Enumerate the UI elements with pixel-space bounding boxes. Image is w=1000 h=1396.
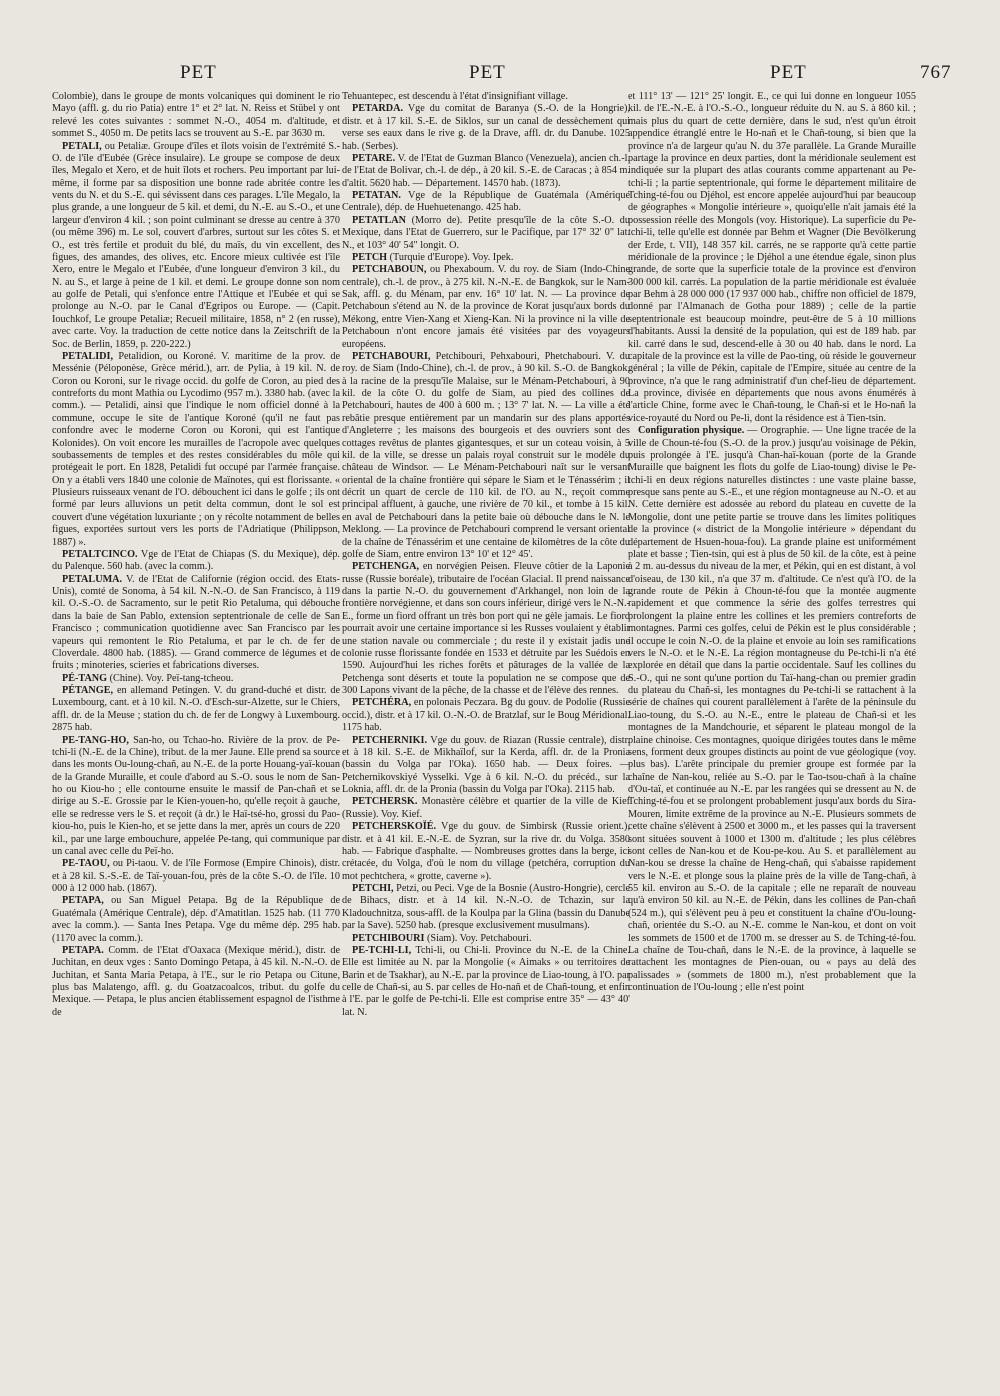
- dictionary-entry: [52, 91, 340, 141]
- entry-text: Colombie), dans le groupe de monts volcaniques qui dominent le rio Mayo (affl. g. du rio Patia) entre 1° et 2° lat. N. Reiss et Stübel y ont relevé les cotes suivantes : sommet N.-O., 4054 m. d'altitude, et sommet S., 4050 m. De petits lacs se trouvent au S.-E. par 3630 m.: [52, 91, 340, 140]
- entry-text: San-ho, ou Tchao-ho. Rivière de la prov. de Pe-tchi-li (N.-E. de la Chine), tribut. de la mer Jaune. Elle prend sa source dans les monts Ou-loung-chañ, au N.-E. de la porte Houang-yaï-kouan de la Grande Muraille, et coule d'abord au S.-O. sous le nom de San-ho ou Kiou-ho ; elle contourne ensuite le massif de Pan-chañ et se dirige au S.-E. Grossie par le Kien-youen-ho, qu'elle reçoit à gauche, elle se redresse vers le S. et reçoit (à dr.) le Haï-tsé-ho, grossi du Pao-kiou-ho, puis le Kien-ho, et se jette dans la mer, après un cours de 220 kil., par une large embouchure, appelée Pe-tang, qui communique par un canal avec celle du Peï-ho.: [52, 734, 341, 857]
- running-head-center: PET: [469, 62, 506, 83]
- dictionary-entry: [342, 190, 630, 215]
- entry-text: ou San Miguel Petapa. Bg de la République de Guatémala (Amérique Centrale), dép. d'Amatitlan. 1525 hab. (11 770 avec la comm.). — Santa Ines Petapa. Vge du même dép. 295 hab. (1170 avec la comm.).: [52, 895, 341, 944]
- entry-text: V. de l'Etat de Californie (région occid. des Etats-Unis), comté de Sonoma, à 54 kil. N.-N.-O. de San Francisco, à 119 kil. O.-S.-O. de Sacramento, sur le petit Rio Petaluma, qui débouche dans la baie de San Pablo, extension septentrionale de celle de San Francisco ; communication quotidienne avec San Francisco par les vapeurs qui remontent le Rio Petaluma, et par le ch. de fer de Cloverdale. 4800 hab. (1885). — Grand commerce de légumes et de fruits ; minoteries, scieries et fabrications diverses.: [52, 573, 340, 672]
- entry-text: Vge de l'Etat de Chiapas (S. du Mexique), dép. du Palenque. 560 hab. (avec la comm.).: [52, 548, 340, 573]
- entry-headword: PETCHIBOURI: [352, 932, 425, 944]
- dictionary-entry: [342, 697, 630, 734]
- entry-text: Petzi, ou Peci. Vge de la Bosnie (Austro-Hongrie), cercle de Bihacs, distr. et à 14 kil. N.-N.-O. de Tchazin, sur la Kladouchnitza, sous-affl. de la Koulpa par la Glina (bassin du Danube par la Save). 5250 hab. (presque exclusivement musulmans).: [342, 883, 630, 932]
- entry-headword: PETATLAN: [352, 214, 406, 226]
- dictionary-entry: [52, 685, 340, 735]
- entry-headword: PÉTANGE,: [62, 685, 114, 696]
- entry-headword: PETATAN.: [352, 190, 401, 201]
- entry-text: V. de l'Etat de Guzman Blanco (Venezuela), ancien ch.-l. de l'Etat de Bolivar, ch.-l. de dép., à 20 kil. S.-E. de Caracas ; à 854 m. d'altit. 5620 hab. — Département. 14570 hab. (1873).: [342, 152, 630, 189]
- running-head-left: PET: [180, 62, 217, 83]
- text-column-middle: [342, 91, 630, 1019]
- entry-text: (Turquie d'Europe). Voy. Ipek.: [389, 251, 514, 263]
- entry-text: ou Phexaboum. V. du roy. de Siam (Indo-Chine centrale), ch.-l. de prov., à 275 kil. N.-N.-E. de Bangkok, sur le Nam-Sak, affl. g. du Ménam, par env. 16° 10' lat. N. — La province de Petchaboun s'étend au N. de la province de Korat jusqu'aux bords du Mékong, entre Vien-Xang et Xieng-Kan. Ni la province ni la ville de Petchaboun n'ont encore jamais été visitées par des voyageurs européens.: [342, 264, 631, 350]
- entry-text: en polonais Peczara. Bg du gouv. de Podolie (Russie occid.), distr. et à 17 kil. O.-N.-O. de Bratzlaf, sur le Boug Méridional. 1175 hab.: [342, 697, 630, 734]
- entry-text: — Orographie. — Une ligne tracée de la ville de Choun-té-fou (S.-O. de la prov.) jusqu'au voisinage de Pékin, puis prolongée à l'E. jusqu'à Chan-haï-kouan (porte de la Grande Muraille que baignent les flots du golfe de Liao-toung) divise le Pe-tchi-li en deux régions naturelles distinctes : une vaste plaine basse, presque sans pente au S.-E., et une région montagneuse au N.-O. et au N. Cette dernière est adossée au rebord du plateau en cuvette de la Mongolie, dont une petite partie se trouve dans les limites politiques de la province (« district de la Mongolie intérieure » dépendant du département de Hsuen-houa-fou). La grande plaine est uniformément plate et basse ; Tien-tsin, qui est à plus de 50 kil. de la côte, est à peine à 2 m. au-dessus du niveau de la mer, et Pékin, qui en est distant, à vol d'oiseau, de 130 kil., n'a que 37 m. d'altitude. Ce n'est qu'à l'O. de la grande route de Pékin à Choun-té-fou que la montée augmente rapidement et que commence la série des golfes terrestres qui prolongent la plaine entre les collines et les premiers contreforts de montagnes. Parmi ces golfes, celui de Pékin est le plus considérable ; il occupe le coin N.-O. de la plaine et envoie au loin ses ramifications vers le N.-O. et le N.-E. La région montagneuse du Pe-tchi-li n'a été explorée en détail que dans la partie occidentale. Sauf les collines du S.-O., qui ne sont qu'une portion du Taï-hang-chan ou premier gradin du plateau du Chañ-si, les montagnes du Pe-tchi-li se rattachent à la série de chaînes qui courent parallèlement à l'arête de la péninsule du Liao-toung, du S.-O. au N.-E., entre le plateau de Chañ-si et les montagnes de la Mandchourie, et séparent le plateau mongol de la plaine chinoise. Ces montagnes, quoique dirigées toutes dans le même sens, forment deux groupes distincts au point de vue géologique (voy. plus bas). L'arête principale du premier groupe est formée par la chaîne de Nan-kou, reliée au S.-O. par le Tao-tsou-chañ à la chaîne d'Ou-taï, et continuée au N.-E. par les rangées qui se dressent au N. de Tching-té-fou et se prolongent probablement jusqu'aux bords du Sira-Mouren, limite extrême de la province au N.-E. Plusieurs sommets de cette chaîne s'élèvent à 2500 et 3000 m., et les passes qui la traversent sont situées souvent à 1000 et 1300 m. d'altitude ; les plus célèbres sont celles de Nan-kou et de Kou-pe-kou. Au S. et parallèlement au Nan-kou se dresse la chaîne de Heng-chañ, qui s'abaisse rapidement vers le N.-E. et plonge sous la plaine près de la ville de Tang-chañ, à 55 kil. environ au S.-O. de la capitale ; elle ne reparaît de nouveau qu'à environ 50 kil. au N.-E. de Pékin, dans les collines de Pan-chañ (524 m.), qui s'élèvent peu à peu et constituent la chaîne d'Ou-loung-chañ, orientée du S.-O. au N.-E. comme le Nan-kou, et dont on voit les sommets de 1500 et de 1700 m. se dresser au S. de Tching-té-fou. La chaîne de Tou-chañ, dans le N.-E. de la province, à laquelle se rattachent les montagnes de Pien-ouan, ou « pays au delà des palissades » (sommets de 1800 m.), n'est probablement que la continuation de l'Ou-loung ; elle n'est point: [628, 425, 917, 993]
- entry-text: Tehuantepec, est descendu à l'état d'insignifiant village.: [342, 91, 568, 102]
- entry-text: Vge du gouv. de Simbirsk (Russie orient.), distr. et à 41 kil. E.-N.-E. de Syzran, sur la rive dr. du Volga. 3580 hab. — Fabrique d'asphalte. — Nombreuses grottes dans la berge, ici crétacée, du Volga, d'où le nom du village (petchéra, corruption du mot pechtchera, « grotte, caverne »).: [342, 821, 630, 882]
- entry-headword: PETALTCINCO.: [62, 548, 138, 560]
- entry-text: ou Pi-taou. V. de l'île Formose (Empire Chinois), distr. et à 28 kil. S.-S.-E. de Taï-youan-fou, près de la côte S.-O. de l'île. 10 000 à 12 000 hab. (1867).: [52, 858, 340, 894]
- entry-headword: PE-TANG-HO,: [62, 734, 129, 746]
- dictionary-entry: [342, 933, 630, 945]
- dictionary-entry: [342, 103, 630, 153]
- text-column-left: [52, 91, 340, 1019]
- entry-headword: PÉ-TANG: [62, 672, 108, 684]
- entry-headword: PETCHABOURI,: [352, 350, 431, 362]
- dictionary-entry: [52, 945, 340, 1019]
- text-column-right: [628, 91, 916, 994]
- dictionary-entry: [342, 91, 630, 103]
- entry-text: (Siam). Voy. Petchabouri.: [427, 932, 532, 944]
- entry-headword: PETCHABOUN,: [352, 264, 427, 276]
- dictionary-entry: [52, 735, 340, 859]
- running-head-right: PET: [770, 62, 807, 83]
- entry-text: Vge du gouv. de Riazan (Russie centrale), distr. et à 18 kil. S.-E. de Mikhaïlof, sur la Kerda, affl. dr. de la Pronia (bassin du Volga par l'Oka). 1650 hab. — Deux foires. — Petchernikovskiyé Vysselki. Vge à 6 kil. N.-O. du précéd., sur la Loknia, affl. dr. de la Pronia (bassin du Volga par l'Oka). 2115 hab.: [342, 734, 630, 795]
- entry-headword: PE-TCHI-LI,: [352, 944, 412, 956]
- entry-text: Petchibouri, Pehxabouri, Phetchabouri. V. du roy. de Siam (Indo-Chine), ch.-l. de prov., à 90 kil. S.-O. de Bangkok, à la racine de la presqu'île Malaise, sur le Ménam-Petchabouri, à 90 kil. de la côte O. du golfe de Siam, au pied des collines de Petchabouri, hautes de 400 à 600 m. ; 13° 7' lat. N. — La ville a été rebâtie presque entièrement par un mandarin sur des plans apportés d'Angleterre ; les maisons des bourgeois et des ouvriers sont des cottages revêtus de plantes gigantesques, et sur un coteau voisin, à 5 kil. de la ville, se dresse un palais royal construit sur le modèle du château de Windsor. — Le Ménam-Petchabouri naît sur le versant oriental de la chaîne frontière qui sépare le Siam et le Ténassérim ; il décrit un quart de cercle de 110 kil. de l'O. au N., reçoit comme principal affluent, à gauche, une rivière de 70 kil., et tombe à 15 kil. en aval de Petchabouri dans la petite baie où débouche dans le N. le Meklong. — La province de Petchabouri comprend le versant oriental de la chaîne de Ténassérim et une centaine de kilomètres de la côte du golfe de Siam, entre environ 13° 10' et 12° 45'.: [342, 350, 630, 560]
- entry-text: ou Petaliæ. Groupe d'îles et îlots voisin de l'extrémité S.-O. de l'île d'Eubée (Grèce insulaire). Le groupe se compose de deux îles, Megalo et Xero, et de huit îlots et rochers. Peu important par lui-même, il forme par sa disposition une bonne rade abritée contre les vents du N. et du S.-E. qui sévissent dans ces parages. L'île Megalo, la plus grande, a une longueur de 5 kil. et demi, du N.-E. au S.-O., et une largeur d'environ 4 kil. ; son point culminant se dresse au centre à 370 (ou même 396) m. Le sol, couvert d'arbres, surtout sur les côtes S. et O., est très fertile et produit du blé, du maïs, du vin excellent, des figues, des amandes, des olives, etc. Encore mieux cultivée est l'île Xero, entre le Megalo et l'Eubée, d'une longueur d'environ 3 kil., du N. au S., et large à peine de 1 kil. et demi. Le groupe donne son nom au golfe de Petali, qui s'enfonce entre l'Attique et l'Eubée et qui se prolonge au N.-O. par le Canal d'Egripos ou Europe. — (Capit. Iouchkof, Le groupe Petaliæ; Recueil militaire, 1858, n° 2 (en russe), avec carte. Voy. la traduction de cette notice dans la Zeitschrift de la Soc. de Berlin, 1859, p. 220-222.): [52, 140, 341, 350]
- entry-headword: PETAPA,: [62, 895, 104, 907]
- entry-headword: PETARDA.: [352, 103, 404, 115]
- entry-text: (Chine). Voy. Peï-tang-tcheou.: [109, 672, 234, 684]
- entry-headword: PETALIDI,: [62, 350, 114, 362]
- dictionary-entry: [342, 821, 630, 883]
- dictionary-entry: [342, 945, 630, 1019]
- entry-headword: PETCHERNIKI.: [352, 734, 428, 746]
- dictionary-entry: [52, 858, 340, 895]
- entry-headword: PETCHERSKOÏÉ.: [352, 821, 437, 833]
- entry-headword: PETCHÉRA,: [352, 697, 412, 709]
- dictionary-entry: [342, 351, 630, 561]
- dictionary-entry: [52, 895, 340, 945]
- dictionary-entry: [52, 574, 340, 673]
- dictionary-entry: [342, 153, 630, 190]
- dictionary-entry: [342, 883, 630, 933]
- entry-text: Vge du comitat de Baranya (S.-O. de la Hongrie), distr. et à 17 kil. S.-E. de Siklos, sur un canal de dessèchement qui verse ses eaux dans le rive g. de la Drave, affl. dr. du Danube. 1025 hab. (Serbes).: [342, 103, 630, 152]
- dictionary-entry: [628, 91, 916, 425]
- entry-headword: Configuration physique.: [638, 425, 745, 437]
- entry-text: Comm. de l'Etat d'Oaxaca (Mexique mérid.), distr. de Juchitan, en deux vges : Santo Domingo Petapa, à 45 kil. N.-N.-O. de Juchitan, et Santa Maria Petapa, à l'E., sur le rio Petapa ou Citune, plus bas Malatengo, affl. g. du Goatzacoalcos, tribut. du golfe du Mexique. — Petapa, le plus ancien établissement espagnol de l'isthme de: [52, 944, 340, 1018]
- dictionary-entry: [342, 252, 630, 264]
- entry-text: Monastère célèbre et quartier de la ville de Kief (Russie). Voy. Kief.: [342, 796, 630, 820]
- dictionary-entry: [342, 796, 630, 821]
- dictionary-entry: [342, 735, 630, 797]
- entry-text: et 111° 13' — 121° 25' longit. E., ce qui lui donne en longueur 1055 kil. de l'E.-N.-E. à l'O.-S.-O., longueur réduite du N. au S. à 860 kil. ; mais plus du quart de cette dernière, dans le sud, n'est qu'un étroit appendice étranglé entre le Ho-nañ et le Chañ-toung, si bien que la province n'a de largeur qu'au N. du 37e parallèle. La Grande Muraille partage la province en deux parties, dont la méridionale seulement est indiquée sur la plupart des atlas courants comme appartenant au Pe-tchi-li ; la partie septentrionale, qui forme le département militaire de Tching-té-fou ou Djéhol, est encore appelée aujourd'hui par beaucoup de géographes « Mongolie intérieure », quoiqu'elle n'ait jamais été la possession réelle des Mongols (voy. Historique). La superficie du Pe-tchi-li, telle qu'elle est donnée par Behm et Wagner (Die Bevölkerung der Erde, t. VII), 148 357 kil. carrés, ne se rapporte qu'à cette partie méridionale de la province ; le Djéhol a une étendue égale, sinon plus grande, de sorte que la superficie totale de la province est d'environ 300 000 kil. carrés. La population de la partie méridionale est évaluée par Behm à 28 000 000 (17 937 000 hab., chiffre non officiel de 1879, donné par l'Almanach de Gotha pour 1889) ; celle de la partie septentrionale est beaucoup moindre, peut-être de 5 à 10 millions d'habitants. Aussi la densité de la population, qui est de 189 hab. par kil. carré dans le sud, descend-elle à 30 ou 40 hab. dans le nord. La capitale de la province est la ville de Pao-ting, où réside le gouverneur général ; la ville de Pékin, capitale de l'Empire, située au centre de la province, n'a que le rang administratif d'un chef-lieu de département. La province, divisée en départements que nous avons énumérés à l'article Chine, forme avec le Chañ-toung, le Chañ-si et le Ho-nañ la vice-royauté du Nord ou Pe-li, dont la résidence est à Tien-tsin.: [628, 91, 916, 424]
- entry-headword: PETCHERSK.: [352, 796, 418, 808]
- dictionary-entry: [52, 549, 340, 574]
- dictionary-entry: [342, 215, 630, 252]
- entry-text: en allemand Petingen. V. du grand-duché et distr. de Luxembourg, cant. et à 10 kil. N.-O. d'Esch-sur-Alzette, sur le Chiers, affl. dr. de la Meuse ; station du ch. de fer de Longwy à Luxembourg. 2875 hab.: [52, 685, 340, 734]
- entry-text: (Morro de). Petite presqu'île de la côte S.-O. du Mexique, dans l'Etat de Guerrero, sur le Pacifique, par 17° 32' 0" lat. N., et 103° 40' 54" longit. O.: [342, 214, 630, 251]
- entry-text: Tchi-li, ou Chi-li. Province du N.-E. de la Chine. Elle est limitée au N. par la Mongolie (« Aimaks » ou territoires de Barin et de Tsakhar), au N.-E. par la province de Liao-toung, à l'O. par celle de Chañ-si, au S. par celles de Ho-nañ et de Chañ-toung, et enfin à l'E. par le golfe de Pe-tchi-li. Elle est comprise entre 35° — 43° 40' lat. N.: [342, 944, 630, 1018]
- running-head: [0, 62, 1000, 88]
- dictionary-entry: [342, 561, 630, 697]
- page-number: 767: [920, 62, 952, 83]
- entry-headword: PETCHI,: [352, 883, 394, 894]
- entry-headword: PETARE.: [352, 152, 396, 164]
- dictionary-entry: [342, 264, 630, 351]
- entry-headword: PETAPA.: [62, 944, 104, 956]
- dictionary-entry: [52, 351, 340, 549]
- entry-headword: PETALUMA.: [62, 573, 123, 585]
- entry-text: Vge de la République de Guatémala (Amérique Centrale), dép. de Huehuetenango. 425 hab.: [342, 190, 630, 214]
- entry-headword: PETCHENGA,: [352, 561, 420, 573]
- entry-headword: PETCH: [352, 251, 388, 263]
- entry-headword: PETALI,: [62, 140, 102, 152]
- entry-text: en norvégien Peisen. Fleuve côtier de la Laponie russe (Russie boréale), tributaire de l'océan Glacial. Il prend naissance dans la partie N.-O. du gouvernement d'Arkhangel, non loin de la frontière norvégienne, et dans son cours inférieur, dirigé vers le N.-N.-E., forme un fiord offrant un très bon port qui ne gèle jamais. Le fiord pourrait avoir une certaine importance si les Russes voulaient y établir une station navale ou commerciale ; du reste il y existait jadis une colonie russe florissante fondée en 1533 et détruite par les Suédois en 1590. Aujourd'hui les riches forêts et pâturages de la vallée de la Petchenga sont déserts et toute la population ne se compose que de 300 Lapons vivant de la pêche, de la chasse et de l'élève des rennes.: [342, 561, 631, 696]
- dictionary-entry: [52, 141, 340, 351]
- dictionary-entry: [628, 425, 916, 994]
- dictionary-entry: [52, 673, 340, 685]
- entry-text: Petalidion, ou Koroné. V. maritime de la prov. de Messénie (Péloponèse, Grèce mérid.), arr. de Pylia, à 19 kil. N. de Coron ou Koroni, sur le rivage occid. du golfe de Coron, au pied des contreforts du mont Mathia ou Lycodimo (957 m.). 3380 hab. (avec la comm.). — Petalidi, ainsi que l'indique le nom officiel donné à la commune, occupe le site de l'antique Koroné (qu'il ne faut pas confondre avec le moderne Coron ou Koroni, qui est l'antique Kolonides). On voit encore les murailles de l'acropole avec quelques soubassements de temples et des restes considérables du môle qui protégeait le port. En 1828, Petalidi fut occupé par l'armée française. On y a établi vers 1840 une colonie de Maïnotes, qui est florissante. « Plusieurs ruisseaux venant de l'O. débouchent ici dans le golfe ; ils ont formé par leurs alluvions un petit delta commun, dont le sol est couvert d'une végétation luxuriante ; on y récolte notamment de belles figues, exportées surtout vers les ports de l'Adriatique (Philippson, 1887) ».: [52, 350, 341, 548]
- entry-headword: PE-TAOU,: [62, 858, 110, 870]
